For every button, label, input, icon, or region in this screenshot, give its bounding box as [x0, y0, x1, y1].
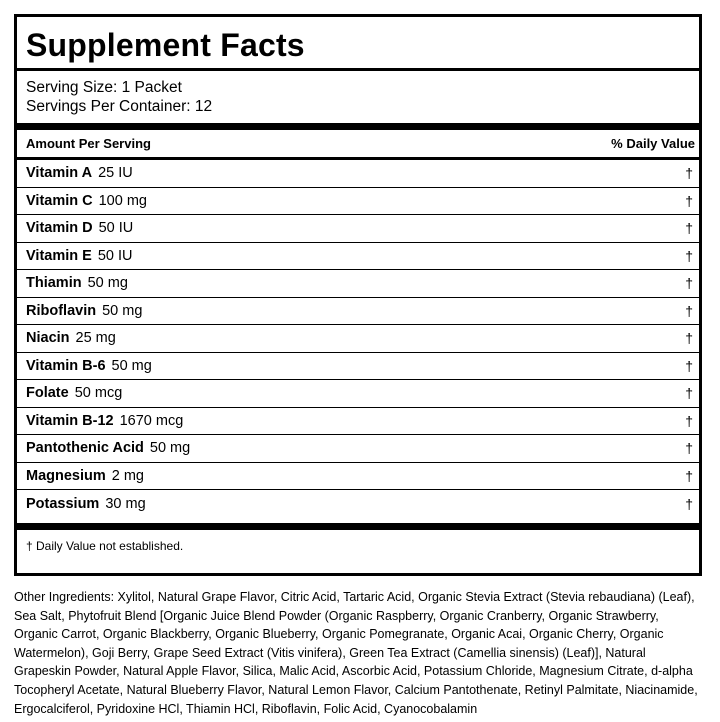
nutrient-daily-value: †	[685, 192, 693, 209]
nutrient-amount: 2 mg	[111, 467, 145, 484]
nutrient-amount: 50 mg	[111, 357, 152, 374]
nutrient-daily-value: †	[685, 220, 693, 237]
nutrient-name: Riboflavin	[26, 302, 97, 319]
footnote: † Daily Value not established.	[26, 538, 184, 553]
nutrient-row	[17, 380, 699, 408]
nutrient-row	[17, 463, 699, 491]
nutrient-list	[17, 160, 699, 518]
thick-divider	[17, 123, 699, 130]
nutrient-name: Pantothenic Acid	[26, 440, 144, 457]
nutrient-row	[17, 215, 699, 243]
nutrient-name: Vitamin C	[26, 192, 93, 209]
nutrient-label	[26, 358, 152, 374]
nutrient-label	[26, 468, 144, 484]
other-ingredients: Other Ingredients: Xylitol, Natural Grape Flavor, Citric Acid, Tartaric Acid, Organic Stevia Extract (Stevia rebaudiana) (Leaf), Sea Salt, Phytofruit Blend [Organic Juice Blend Powder (Organic Raspberry, Organic Cranberry, Organic Strawberry, Organic Carrot, Organic Blackberry, Organic Blueberry, Organic Pomegranate, Organic Acai, Organic Cherry, Organic Watermelon), Goji Berry, Grape Seed Extract (Vitis vinifera), Green Tea Extract (Camellia sinensis) (Leaf)], Natural Grapeskin Powder, Natural Apple Flavor, Silica, Malic Acid, Ascorbic Acid, Potassium Chloride, Magnesium Citrate, d-alpha Tocopheryl Acetate, Natural Blueberry Flavor, Natural Lemon Flavor, Calcium Pantothenate, Retinyl Palmitate, Niacinamide, Ergocalciferol, Pyridoxine HCl, Thiamin HCl, Riboflavin, Folic Acid, Cyanocobalamin	[14, 590, 698, 716]
nutrient-amount: 100 mg	[98, 192, 147, 209]
nutrient-daily-value: †	[685, 412, 693, 429]
nutrient-label	[26, 496, 146, 512]
nutrient-row	[17, 490, 699, 518]
nutrient-daily-value: †	[685, 165, 693, 182]
nutrient-row	[17, 408, 699, 436]
nutrient-row	[17, 270, 699, 298]
nutrient-row	[17, 353, 699, 381]
nutrient-amount: 1670 mcg	[119, 412, 184, 429]
nutrient-daily-value: †	[685, 357, 693, 374]
serving-size: Serving Size: 1 Packet	[26, 79, 182, 96]
nutrient-daily-value: †	[685, 330, 693, 347]
nutrient-row	[17, 243, 699, 271]
nutrient-label	[26, 440, 190, 456]
nutrient-name: Magnesium	[26, 467, 106, 484]
nutrient-name: Vitamin A	[26, 165, 93, 182]
nutrient-name: Thiamin	[26, 275, 82, 292]
nutrient-name: Niacin	[26, 330, 70, 347]
nutrient-daily-value: †	[685, 495, 693, 512]
nutrient-row	[17, 188, 699, 216]
nutrient-amount: 50 mg	[87, 275, 128, 292]
nutrient-amount: 25 IU	[98, 165, 133, 182]
nutrient-name: Vitamin B-12	[26, 412, 114, 429]
nutrient-name: Potassium	[26, 495, 100, 512]
daily-value-header: % Daily Value	[611, 136, 695, 151]
servings-per-container: Servings Per Container: 12	[26, 98, 213, 115]
nutrient-amount: 25 mg	[75, 330, 116, 347]
nutrient-label	[26, 165, 133, 181]
nutrient-label	[26, 303, 142, 319]
nutrient-daily-value: †	[685, 440, 693, 457]
nutrient-row	[17, 160, 699, 188]
nutrient-label	[26, 413, 183, 429]
nutrient-label	[26, 193, 147, 209]
nutrient-amount: 30 mg	[105, 495, 146, 512]
amount-per-serving-header: Amount Per Serving	[26, 136, 151, 151]
bottom-thick-divider	[17, 523, 699, 530]
nutrient-row	[17, 298, 699, 326]
nutrient-daily-value: †	[685, 385, 693, 402]
nutrient-amount: 50 IU	[98, 220, 134, 237]
nutrient-name: Vitamin D	[26, 220, 93, 237]
nutrient-name: Vitamin B-6	[26, 357, 106, 374]
nutrient-label	[26, 275, 128, 291]
nutrient-amount: 50 mg	[149, 440, 191, 457]
nutrient-amount: 50 mcg	[74, 385, 123, 402]
nutrient-daily-value: †	[685, 247, 693, 264]
nutrient-row	[17, 435, 699, 463]
nutrient-daily-value: †	[685, 467, 693, 484]
nutrient-label	[26, 385, 122, 401]
nutrient-daily-value: †	[685, 275, 693, 292]
panel-title: Supplement Facts	[26, 27, 305, 63]
nutrient-label	[26, 248, 132, 264]
nutrient-amount: 50 IU	[97, 247, 133, 264]
supplement-facts-panel	[14, 14, 702, 576]
nutrient-daily-value: †	[685, 302, 693, 319]
nutrient-amount: 50 mg	[102, 302, 143, 319]
nutrient-name: Folate	[26, 385, 69, 402]
nutrient-name: Vitamin E	[26, 247, 92, 264]
nutrient-label	[26, 330, 116, 346]
column-header-row	[17, 130, 699, 157]
nutrient-label	[26, 220, 133, 236]
serving-info	[17, 71, 699, 123]
nutrient-row	[17, 325, 699, 353]
